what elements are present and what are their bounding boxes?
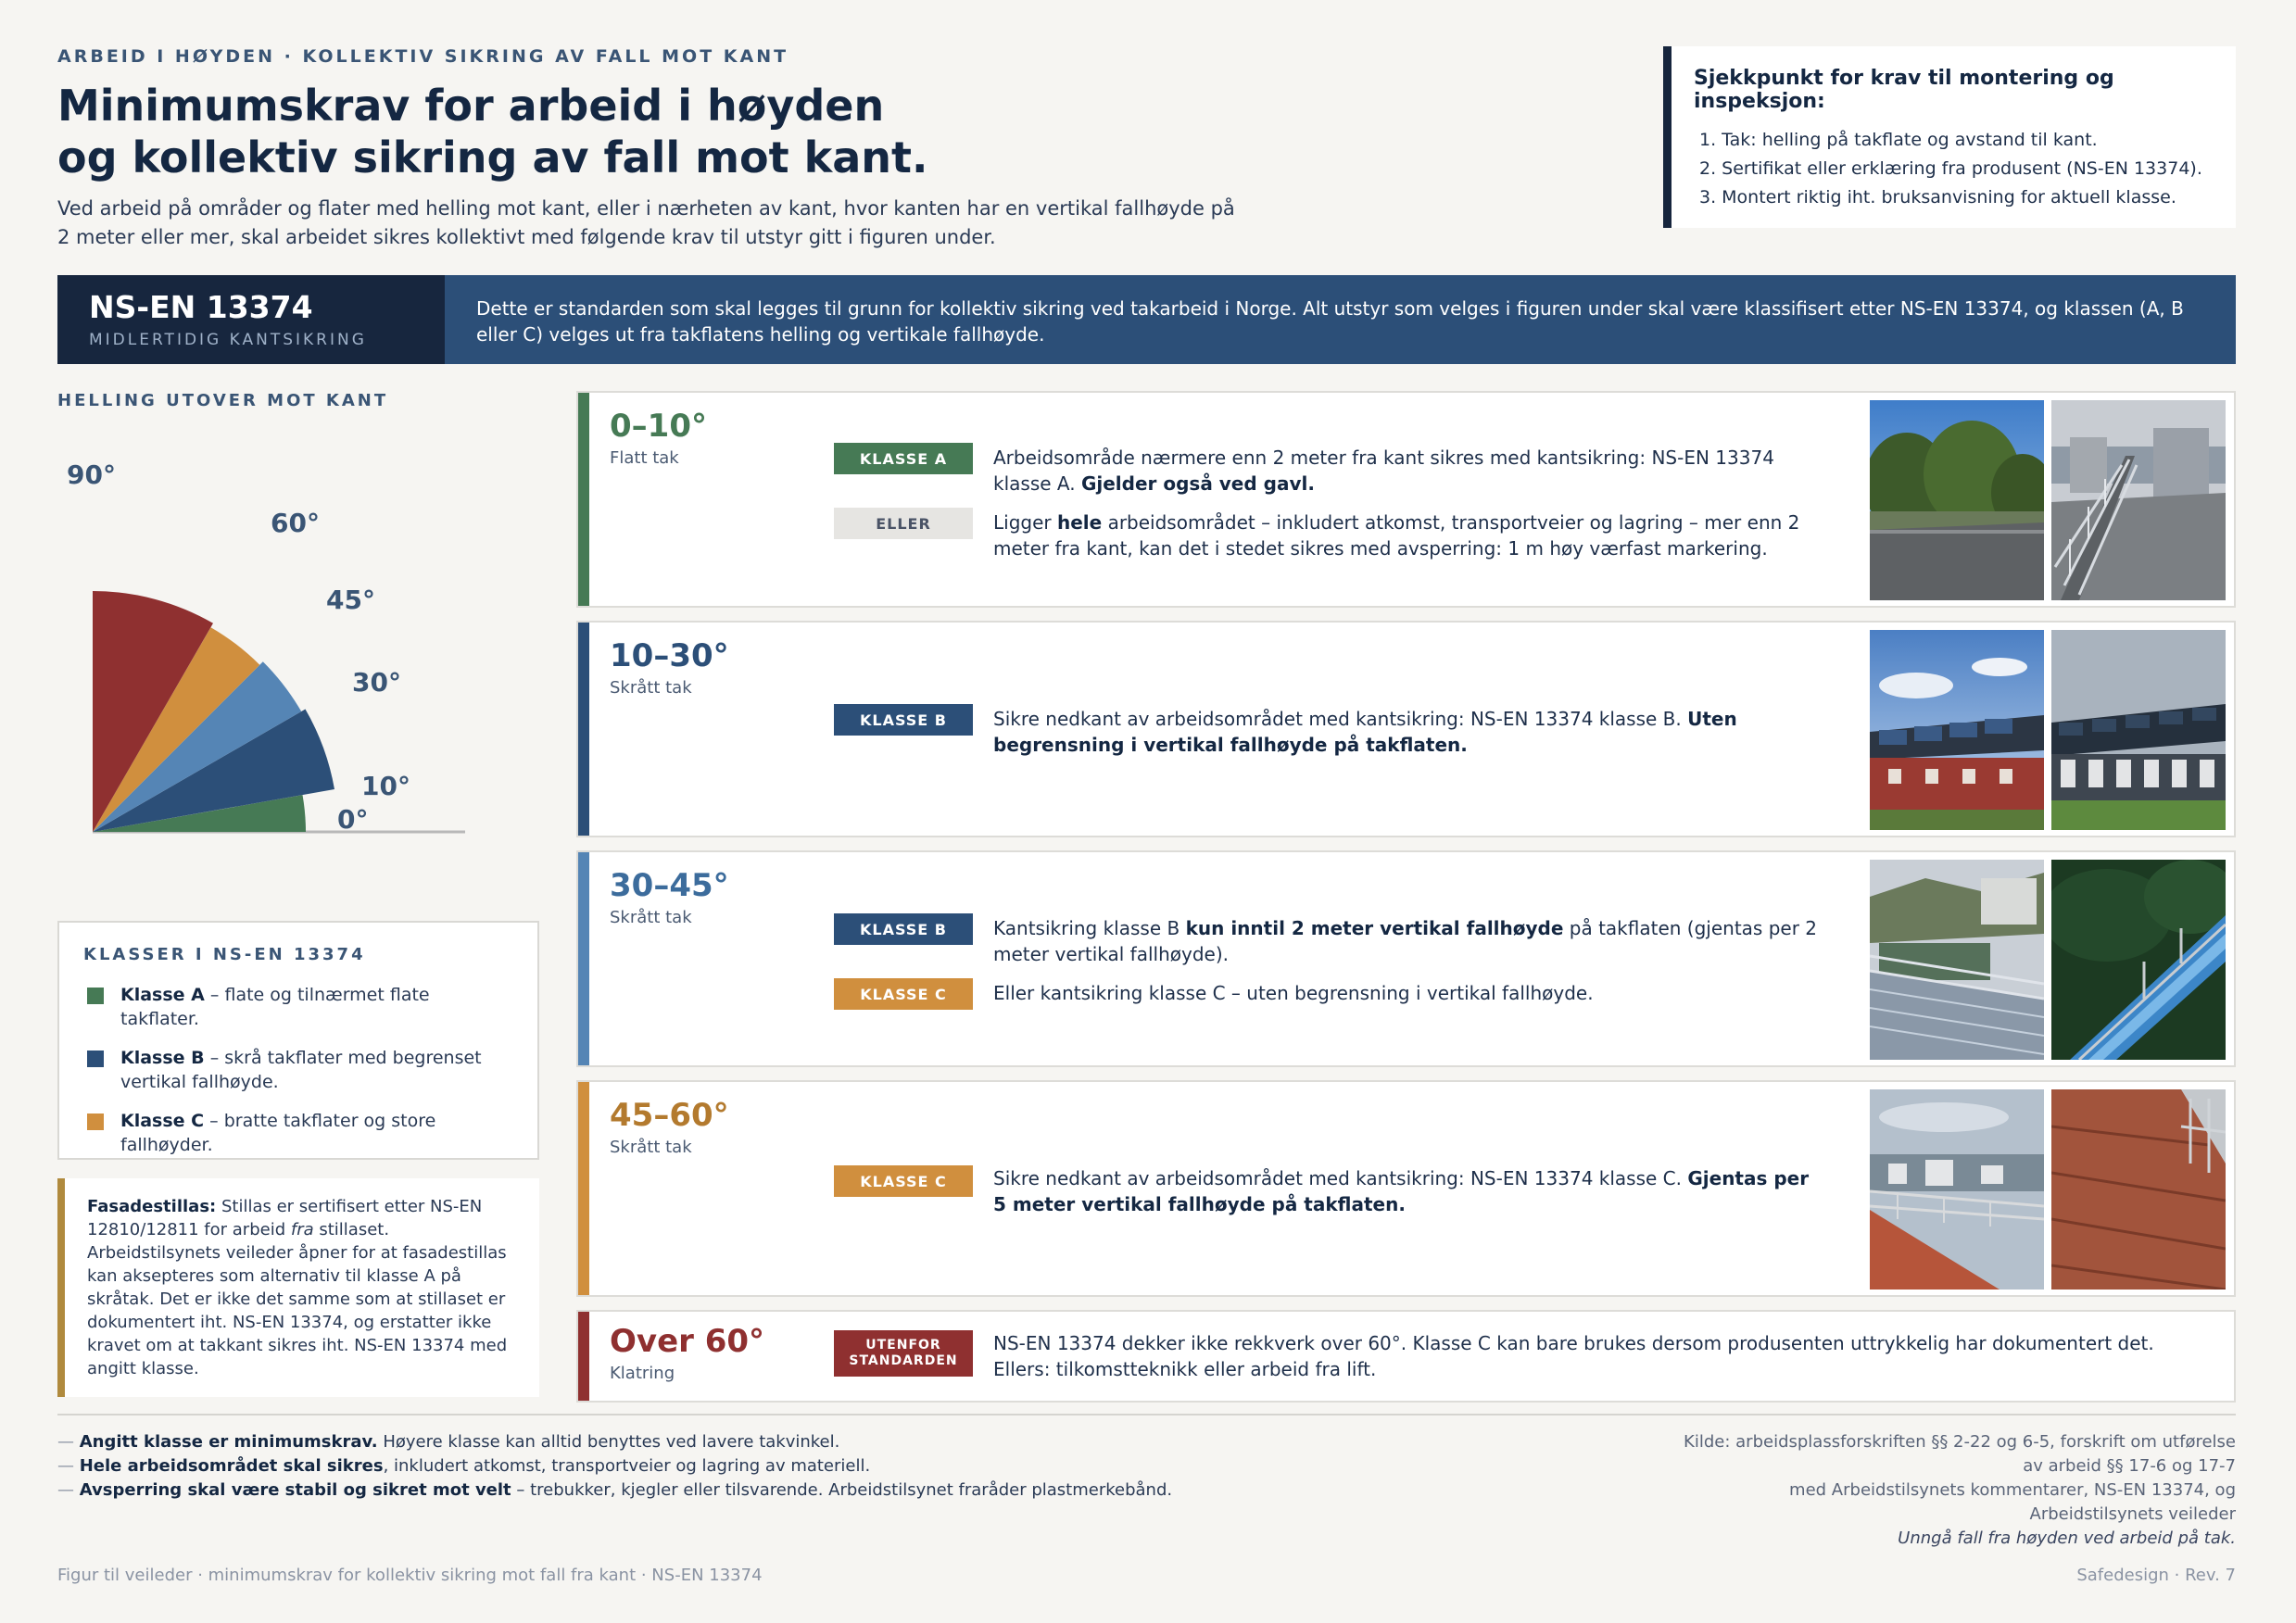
title-line-2: og kollektiv sikring av fall mot kant. <box>57 132 928 182</box>
text-part: Sikre nedkant av arbeidsområdet med kantsikring: NS-EN 13374 klasse B. <box>993 708 1688 730</box>
checklist-items <box>1694 126 2214 212</box>
footer-right: Safedesign · Rev. 7 <box>2076 1566 2236 1585</box>
standard-subtitle: MIDLERTIDIG KANTSIKRING <box>89 331 367 349</box>
row-label: Skrått tak <box>610 1138 692 1157</box>
legend-title: KLASSER I NS-EN 13374 <box>83 945 366 964</box>
fasade-note <box>57 1178 539 1397</box>
text-part: på takflaten (gjentas per 2 meter vertikal fallhøyde). <box>993 917 1818 965</box>
note-text: , inkludert atkomst, transportveier og lagring av materiell. <box>383 1456 871 1476</box>
slope-fan-diagram <box>57 445 493 852</box>
photo-flat-roof-trees <box>1870 400 2044 600</box>
row-bar <box>578 852 589 1065</box>
footer-divider <box>57 1414 2236 1415</box>
source-tagline: Unngå fall fra høyden ved arbeid på tak. <box>1898 1529 2236 1548</box>
checklist-item: 3. Montert riktig iht. bruksanvisning for aktuell klasse. <box>1699 187 2176 208</box>
badge-klasse-a: KLASSE A <box>834 443 973 474</box>
note-text: Høyere klasse kan alltid benyttes ved lavere takvinkel. <box>377 1432 840 1452</box>
row-bar <box>578 393 589 606</box>
row-text-1 <box>993 915 1827 967</box>
badge-line-2: STANDARDEN <box>849 1353 958 1368</box>
standard-badge <box>57 275 445 364</box>
source-line: med Arbeidstilsynets kommentarer, NS-EN 13374, og <box>1789 1480 2236 1500</box>
text-bold: Gjelder også ved gavl. <box>1080 472 1315 495</box>
text-part: Kantsikring klasse B <box>993 917 1186 939</box>
lead-text: Ved arbeid på områder og flater med helling mot kant, eller i nærheten av kant, hvor kanten har en vertikal fallhøyde på 2 meter eller mer, skal arbeidet sikres kollektivt med følgende krav til utstyr gitt i figuren under. <box>57 197 1235 248</box>
badge-utenfor <box>834 1330 973 1377</box>
legend-text-a: – flate og tilnærmet flate takflater. <box>120 985 430 1029</box>
badge-klasse-c: KLASSE C <box>834 1165 973 1197</box>
photo-steep-red-roof <box>2051 1089 2226 1290</box>
row-0-10 <box>576 391 2236 608</box>
badge-klasse-c: KLASSE C <box>834 978 973 1010</box>
badge-klasse-b: KLASSE B <box>834 704 973 736</box>
standard-description: Dette er standarden som skal legges til grunn for kollektiv sikring ved takarbeid i Norge. Alt utstyr som velges i figuren under skal være klassifisert etter NS-EN 13374, og klassen (A, B eller C) velges ut fra takflatens helling og vertikale fallhøyde. <box>445 275 2236 364</box>
row-text-1 <box>993 706 1827 758</box>
slope-title: HELLING UTOVER MOT KANT <box>57 391 389 410</box>
photo-pitched-roof-solar <box>2051 630 2226 830</box>
row-text-1: NS-EN 13374 dekker ikke rekkverk over 60°. Klasse C kan bare brukes dersom produsenten uttrykkelig har dokumentert det. Ellers: tilkomstteknikk eller arbeid fra lift. <box>993 1332 2154 1380</box>
checklist-item: 1. Tak: helling på takflate og avstand til kant. <box>1699 130 2098 150</box>
checklist-title: Sjekkpunkt for krav til montering og inspeksjon: <box>1694 67 2114 113</box>
row-range: 45–60° <box>610 1097 729 1134</box>
note-item: — Angitt klasse er minimumskrav. Høyere klasse kan alltid benyttes ved lavere takvinkel. <box>57 1432 840 1452</box>
fasade-text-1: Stillas er sertifisert etter NS-EN 12810/12811 for arbeid <box>87 1197 483 1239</box>
note-item: — Hele arbeidsområdet skal sikres, inkludert atkomst, transportveier og lagring av materiell. <box>57 1456 871 1476</box>
label-60: 60° <box>271 508 320 538</box>
fasade-lead: Fasadestillas: <box>87 1197 217 1216</box>
row-bar <box>578 1082 589 1295</box>
source-line: av arbeid §§ 17-6 og 17-7 <box>2023 1456 2236 1476</box>
source-line: Kilde: arbeidsplassforskriften §§ 2-22 og 6-5, forskrift om utførelse <box>1684 1432 2236 1452</box>
legend-text-b: – skrå takflater med begrenset vertikal fallhøyde. <box>120 1048 482 1092</box>
row-text-2 <box>993 510 1827 561</box>
note-bold: Hele arbeidsområdet skal sikres <box>79 1456 384 1476</box>
row-bar <box>578 1312 589 1401</box>
photo-steep-roof-valley <box>1870 860 2044 1060</box>
row-10-30 <box>576 621 2236 837</box>
note-text: – trebukker, kjegler eller tilsvarende. Arbeidstilsynet fraråder plastmerkebånd. <box>511 1480 1173 1500</box>
label-10: 10° <box>361 771 410 801</box>
legend-text-c: – bratte takflater og store fallhøyder. <box>120 1111 436 1155</box>
row-over-60 <box>576 1310 2236 1403</box>
row-label: Skrått tak <box>610 678 692 698</box>
swatch-c <box>87 1113 104 1130</box>
note-bold: Avsperring skal være stabil og sikret mot velt <box>79 1480 511 1500</box>
class-legend <box>57 921 539 1160</box>
text-bold: hele <box>1056 511 1103 534</box>
standard-code: NS-EN 13374 <box>89 289 313 325</box>
title-line-1: Minimumskrav for arbeid i høyden <box>57 81 885 131</box>
row-text-2: Eller kantsikring klasse C – uten begrensning i vertikal fallhøyde. <box>993 982 1594 1004</box>
badge-eller: ELLER <box>834 508 973 539</box>
kicker: ARBEID I HØYDEN · KOLLEKTIV SIKRING AV FALL MOT KANT <box>57 46 789 67</box>
legend-name-c: Klasse C <box>120 1111 205 1131</box>
note-bold: Angitt klasse er minimumskrav. <box>79 1432 378 1452</box>
row-30-45 <box>576 850 2236 1067</box>
swatch-a <box>87 988 104 1004</box>
fasade-em: fra <box>290 1220 314 1239</box>
label-30: 30° <box>352 667 401 698</box>
footer-notes <box>57 1430 1447 1503</box>
text-part: Sikre nedkant av arbeidsområdet med kantsikring: NS-EN 13374 klasse C. <box>993 1167 1688 1189</box>
legend-item-a <box>83 983 513 1031</box>
text-part: Arbeidsområde nærmere enn 2 meter fra kant sikres med kantsikring: NS-EN 13374 klasse A. <box>993 447 1774 495</box>
row-range: Over 60° <box>610 1323 765 1360</box>
text-bold: Gjentas per 5 meter vertikal fallhøyde på takflaten. <box>993 1167 1810 1215</box>
text-part: arbeidsområdet – inkludert atkomst, transportveier og lagring – mer enn 2 meter fra kant, kan det i stedet sikres med avsperring: 1 m høy værfast markering. <box>993 511 1800 560</box>
photo-flat-roof-railing <box>2051 400 2226 600</box>
row-range: 0–10° <box>610 408 707 445</box>
photo-red-barn-solar <box>1870 630 2044 830</box>
badge-klasse-b: KLASSE B <box>834 913 973 945</box>
legend-name-b: Klasse B <box>120 1048 205 1068</box>
row-range: 10–30° <box>610 637 729 674</box>
row-range: 30–45° <box>610 867 729 904</box>
checklist-box <box>1663 46 2236 228</box>
fasade-text-2: stillaset. Arbeidstilsynets veileder åpner for at fasadestillas kan aksepteres som alternativ til klasse A på skråtak. Det er ikke det samme som at stillaset er dokumentert iht. NS-EN 13374, og erstatter ikke kravet om at takkant sikres iht. NS-EN 13374 med angitt klasse. <box>87 1220 508 1378</box>
badge-line-1: UTENFOR <box>865 1338 941 1352</box>
legend-item-c <box>83 1109 513 1157</box>
row-label: Skrått tak <box>610 908 692 927</box>
source-citation <box>1575 1430 2236 1551</box>
note-item: — Avsperring skal være stabil og sikret mot velt – trebukker, kjegler eller tilsvarende. Arbeidstilsynet fraråder plastmerkebånd. <box>57 1480 1173 1500</box>
label-0: 0° <box>337 804 369 835</box>
row-text-1 <box>993 445 1827 497</box>
page-title <box>57 80 1169 183</box>
row-label: Flatt tak <box>610 448 679 468</box>
source-line: Arbeidstilsynets veileder <box>2029 1504 2236 1524</box>
swatch-b <box>87 1051 104 1067</box>
text-bold: Uten begrensning i vertikal fallhøyde på takflaten. <box>993 708 1737 756</box>
row-45-60 <box>576 1080 2236 1297</box>
checklist-item: 2. Sertifikat eller erklæring fra produsent (NS-EN 13374). <box>1699 158 2202 179</box>
label-90: 90° <box>67 459 116 490</box>
legend-item-b <box>83 1046 513 1094</box>
text-bold: kun inntil 2 meter vertikal fallhøyde <box>1185 917 1564 939</box>
row-text-1 <box>993 1165 1827 1217</box>
label-45: 45° <box>326 585 375 615</box>
row-bar <box>578 623 589 836</box>
row-label: Klatring <box>610 1364 675 1383</box>
photo-blue-edge-netting <box>2051 860 2226 1060</box>
text-part: Ligger <box>993 511 1057 534</box>
legend-name-a: Klasse A <box>120 985 205 1005</box>
footer-left: Figur til veileder · minimumskrav for kollektiv sikring mot fall fra kant · NS-EN 13374 <box>57 1566 763 1585</box>
photo-steep-roof-city <box>1870 1089 2044 1290</box>
